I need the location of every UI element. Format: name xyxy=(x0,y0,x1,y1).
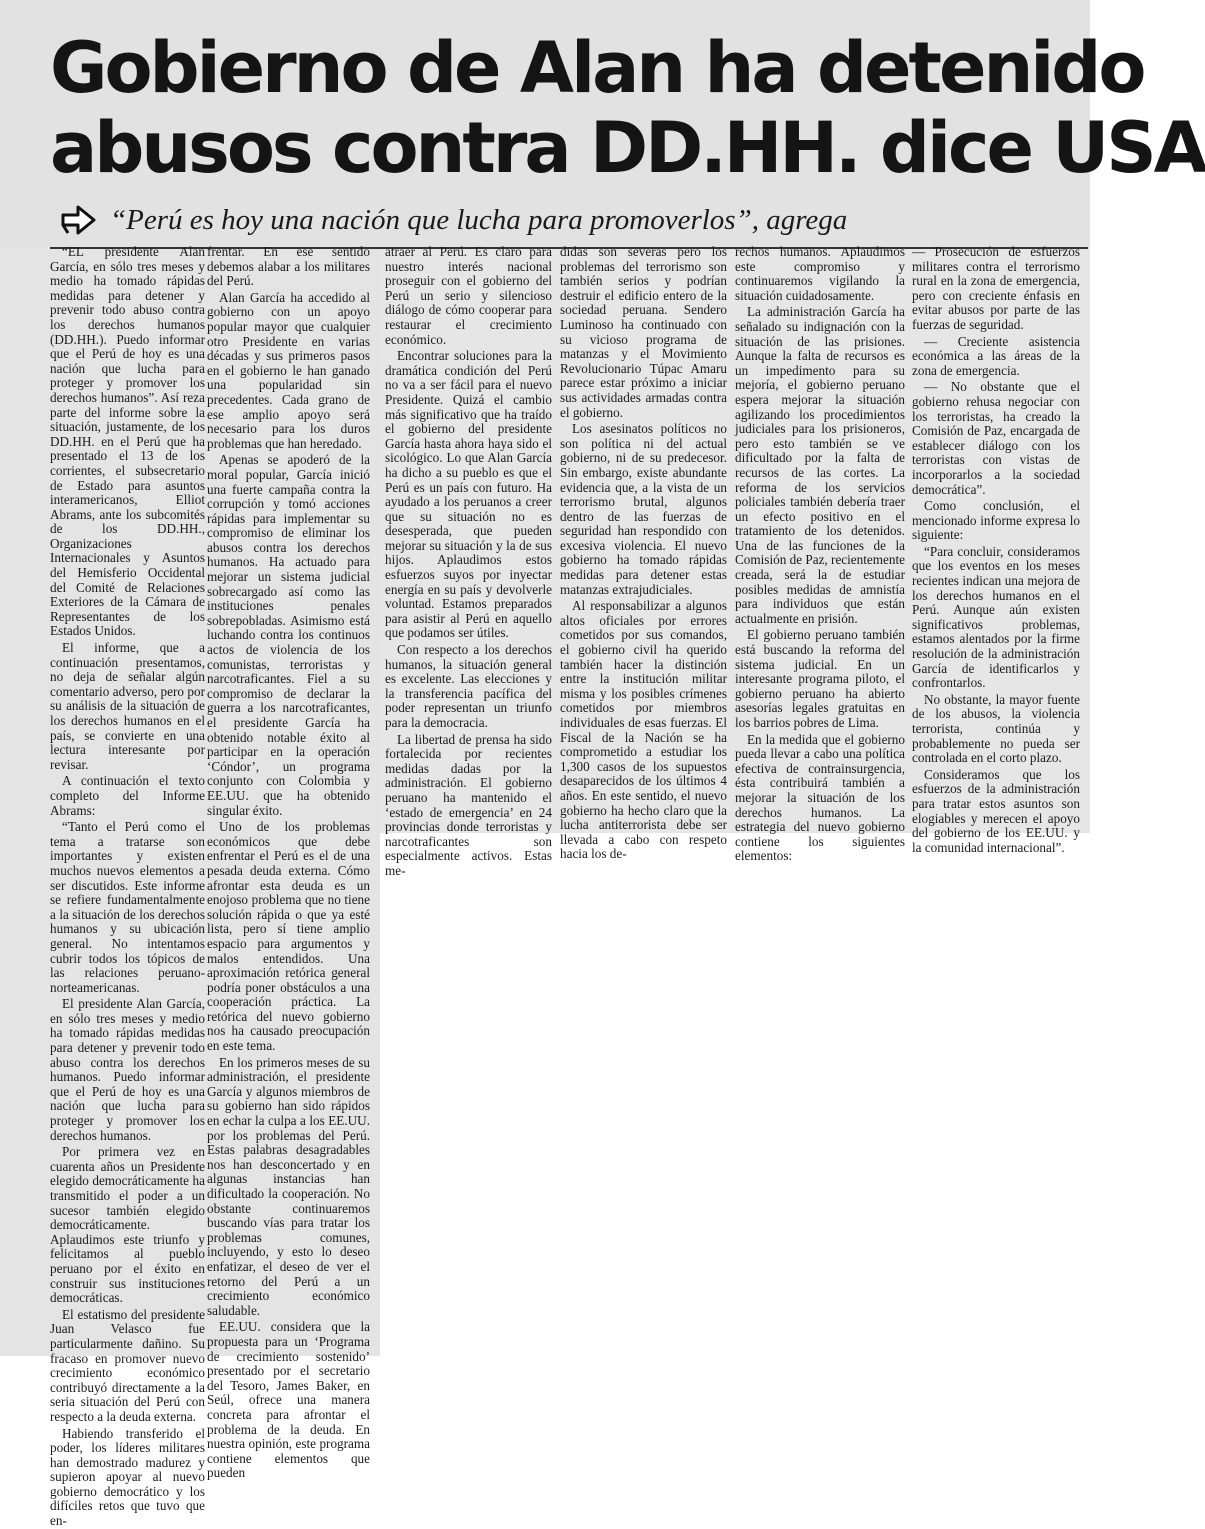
article-paragraph: “Para concluir, consideramos que los eventos en los meses recientes indican una mejora de los derechos humanos en el Perú. Aunque aún existen significativos problemas, estamos alentados por la firme resolución de la administración García de identificarlos y confrontarlos. xyxy=(912,543,1080,691)
article-column-1 xyxy=(50,244,205,1529)
article-paragraph: atraer al Perú. Es claro para nuestro interés nacional proseguir con el gobierno del Perú un serio y silencioso diálogo de cómo cooperar para restaurar el crecimiento económico. xyxy=(385,244,552,347)
article-paragraph: No obstante, la mayor fuente de los abusos, la violencia terrorista, continúa y probablemente no pueda ser controlada en el corto plazo. xyxy=(912,691,1080,766)
article-paragraph: Con respecto a los derechos humanos, la situación general es excelente. Las elecciones y la transferencia pacífica del poder representan un triunfo para la democracia. xyxy=(385,642,552,730)
article-paragraph: “Tanto el Perú como el tema a tratarse son importantes y existen muchos nuevos elementos a ser discutidos. Este informe se refiere fundamentalmente a la situación de los derechos humanos y su ubicación general. No intentamos cubrir todos los tópicos de las relaciones peruano-norteamericanas. xyxy=(50,819,205,995)
article-paragraph: Encontrar soluciones para la dramática condición del Perú no va a ser fácil para el nuevo Presidente. Quizá el cambio más significativo que ha traído el gobierno del presidente García hasta ahora haya sido el sicológico. Lo que Alan García ha dicho a su pueblo es que el Perú es un país con futuro. Ha ayudado a los peruanos a creer que su situación no es desesperada, que pueden mejorar su situación y la de sus hijos. Aplaudimos estos esfuerzos suyos por inyectar energía en su país y devolverle voluntad. Estamos preparados para asistir al Perú en aquello que podamos ser útiles. xyxy=(385,348,552,641)
article-paragraph: EE.UU. considera que la propuesta para un ‘Programa de crecimiento sostenido’ presentado por el secretario del Tesoro, James Baker, en Seúl, ofrece una manera concreta para afrontar el problema de la deuda. En nuestra opinión, este programa contiene elementos que pueden xyxy=(207,1319,370,1481)
right-arrow-icon xyxy=(60,203,98,237)
article-paragraph: didas son severas pero los problemas del terrorismo son también serios y podrían destruir el edificio entero de la sociedad peruana. Sendero Luminoso ha continuado con su vicioso programa de matanzas y el Movimiento Revolucionario Túpac Amaru parece estar próximo a iniciar sus actividades armadas contra el gobierno. xyxy=(560,244,727,420)
article-paragraph: En los primeros meses de su administración, el presidente García y algunos miembros de su gobierno han sido rápidos en echar la culpa a los EE.UU. por los problemas del Perú. Estas palabras desagradables nos han desconcertado y en algunas instancias han dificultado la cooperación. No obstante continuaremos buscando vías para tratar los problemas comunes, incluyendo, y esto lo deseo enfatizar, el deseo de ver el retorno del Perú a un crecimiento económico saludable. xyxy=(207,1054,370,1318)
article-paragraph: Apenas se apoderó de la moral popular, García inició una fuerte campaña contra la corrupción y tomó acciones rápidas para implementar su compromiso de eliminar los abusos contra los derechos humanos. Ha actuado para mejorar un sistema judicial sobrecargado así como las instituciones penales sobrepobladas. Asimismo está luchando contra los continuos actos de violencia de los comunistas, terroristas y narcotraficantes. Fiel a su compromiso de declarar la guerra a los narcotraficantes, el presidente García ha obtenido notable éxito al participar en la operación ‘Cóndor’, un programa conjunto con Colombia y EE.UU. que ha obtenido singular éxito. xyxy=(207,452,370,818)
headline-line-2: abusos contra DD.HH. dice USA xyxy=(50,107,1205,189)
article-column-2 xyxy=(207,244,370,1481)
article-paragraph: La libertad de prensa ha sido fortalecida por recientes medidas dadas por la administración. El gobierno peruano ha mantenido el ‘estado de emergencia’ en 24 provincias donde terroristas y narcotraficantes son especialmente activos. Estas me- xyxy=(385,731,552,878)
article-paragraph: — Creciente asistencia económica a las áreas de la zona de emergencia. xyxy=(912,333,1080,378)
article-paragraph: Al responsabilizar a algunos altos oficiales por errores cometidos por sus comandos, el gobierno civil ha querido también hacer la distinción entre la institución militar misma y los posibles crímenes cometidos por miembros individuales de esas fuerzas. El Fiscal de la Nación se ha comprometido a estudiar los 1,300 casos de los supuestos desaparecidos de los últimos 4 años. En este sentido, el nuevo gobierno ha hecho claro que la lucha antiterrorista debe ser llevada a cabo con respeto hacia los de- xyxy=(560,598,727,862)
article-column-4 xyxy=(560,244,727,862)
article-column-5 xyxy=(735,244,905,864)
article-paragraph: Habiendo transferido el poder, los líderes militares han demostrado madurez y supieron apoyar al nuevo gobierno democrático y los difíciles retos que tuvo que en- xyxy=(50,1425,205,1529)
article-paragraph: “EL presidente Alan García, en sólo tres meses y medio ha tomado rápidas medidas para detener y prevenir todo abuso contra los derechos humanos (DD.HH.). Puedo informar que el Perú de hoy es una nación que lucha para proteger y promover los derechos humanos”. Así reza parte del informe sobre la situación, justamente, de los DD.HH. en el Perú que ha presentado el 13 de los corrientes, el subsecretario de Estado para asuntos interamericanos, Elliot Abrams, ante los subcomités de los DD.HH., Organizaciones Internacionales y Asuntos del Hemisferio Occidental del Comité de Relaciones Exteriores de la Cámara de Representantes de los Estados Unidos. xyxy=(50,244,205,639)
article-paragraph: El estatismo del presidente Juan Velasco fue particularmente dañino. Su fracaso en promover nuevo crecimiento económico contribuyó directamente a la seria situación del Perú con respecto a la deuda externa. xyxy=(50,1306,205,1424)
article-paragraph: La administración García ha señalado su indignación con la situación de las prisiones. Aunque la falta de recursos es un impedimento para su mejoría, el gobierno peruano espera mejorar la situación agilizando los procedimientos judiciales para los prisioneros, pero esto también se ve dificultado por la falta de recursos de las cortes. La reforma de los servicios policiales también debería traer un efecto positivo en el tratamiento de los detenidos. Una de las funciones de la Comisión de Paz, recientemente creada, será la de estudiar posibles medidas de amnistía para individuos que están actualmente en prisión. xyxy=(735,304,905,626)
article-paragraph: Como conclusión, el mencionado informe expresa lo siguiente: xyxy=(912,498,1080,543)
article-paragraph: El presidente Alan García, en sólo tres meses y medio ha tomado rápidas medidas para detener y prevenir todo abuso contra los derechos humanos. Puedo informar que el Perú de hoy es una nación que lucha para proteger y promover los derechos humanos. xyxy=(50,996,205,1143)
article-paragraph: El gobierno peruano también está buscando la reforma del sistema judicial. En un interesante programa piloto, el gobierno peruano ha abierto asesorías legales gratuitas en los barrios pobres de Lima. xyxy=(735,627,905,730)
article-paragraph: — No obstante que el gobierno rehusa negociar con los terroristas, ha creado la Comisión de Paz, encargada de establecer diálogo con los terroristas con vistas de incorporarlos a la sociedad democrática”. xyxy=(912,379,1080,497)
subheadline xyxy=(60,195,1080,245)
article-column-3 xyxy=(385,244,552,878)
article-column-6 xyxy=(912,244,1080,855)
article-paragraph: Alan García ha accedido al gobierno con un apoyo popular mayor que cualquier otro Presidente en varias décadas y sus primeros pasos en el gobierno le han ganado una popularidad sin precedentes. Cada grano de ese amplio apoyo será necesario para los duros problemas que han heredado. xyxy=(207,289,370,451)
article-paragraph: En la medida que el gobierno pueda llevar a cabo una política efectiva de contrainsurgencia, ésta contribuirá también a mejorar la situación de los derechos humanos. La estrategia del nuevo gobierno contiene los siguientes elementos: xyxy=(735,731,905,864)
headline-line-1: Gobierno de Alan ha detenido xyxy=(50,27,1144,109)
article-paragraph: Por primera vez en cuarenta años un Presidente elegido democráticamente ha transmitido el poder a un sucesor también elegido democráticamente. Aplaudimos este triunfo y felicitamos al pueblo peruano por el éxito en construir sus instituciones democráticas. xyxy=(50,1144,205,1306)
article-paragraph: — Prosecución de esfuerzos militares contra el terrorismo rural en la zona de emergencia, pero con creciente énfasis en evitar abusos por parte de las fuerzas de seguridad. xyxy=(912,244,1080,332)
article-paragraph: Consideramos que los esfuerzos de la administración para tratar estos asuntos son elogiables y merecen el apoyo del gobierno de los EE.UU. y la comunidad internacional”. xyxy=(912,766,1080,855)
article-paragraph: rechos humanos. Aplaudimos este compromiso y continuaremos vigilando la situación cuidadosamente. xyxy=(735,244,905,303)
subheadline-text: “Perú es hoy una nación que lucha para promoverlos”, agrega xyxy=(110,203,848,236)
article-paragraph: Uno de los problemas económicos que debe enfrentar el Perú es el de una pesada deuda externa. Cómo afrontar esta deuda es un enojoso problema que no tiene solución rápida o que ya esté lista, pero sí tiene amplio espacio para argumentos y malos entendidos. Una aproximación retórica general podría poner obstáculos a una cooperación práctica. La retórica del nuevo gobierno nos ha causado preocupación en este tema. xyxy=(207,819,370,1054)
article-paragraph: A continuación el texto completo del Informe Abrams: xyxy=(50,773,205,818)
article-paragraph: El informe, que a continuación presentamos, no deja de señalar algún comentario adverso, pero por su análisis de la situación de los derechos humanos en el país, se convierte en una lectura interesante por revisar. xyxy=(50,640,205,772)
headline xyxy=(50,27,1205,189)
article-paragraph: Los asesinatos políticos no son política ni del actual gobierno, ni de su predecesor. Sin embargo, existe abundante evidencia que, a la vista de un terrorismo brutal, algunos dentro de las fuerzas de seguridad han respondido con excesiva violencia. El nuevo gobierno ha tomado rápidas medidas para detener estas matanzas extrajudiciales. xyxy=(560,421,727,597)
article-paragraph: frentar. En ese sentido debemos alabar a los militares del Perú. xyxy=(207,244,370,289)
